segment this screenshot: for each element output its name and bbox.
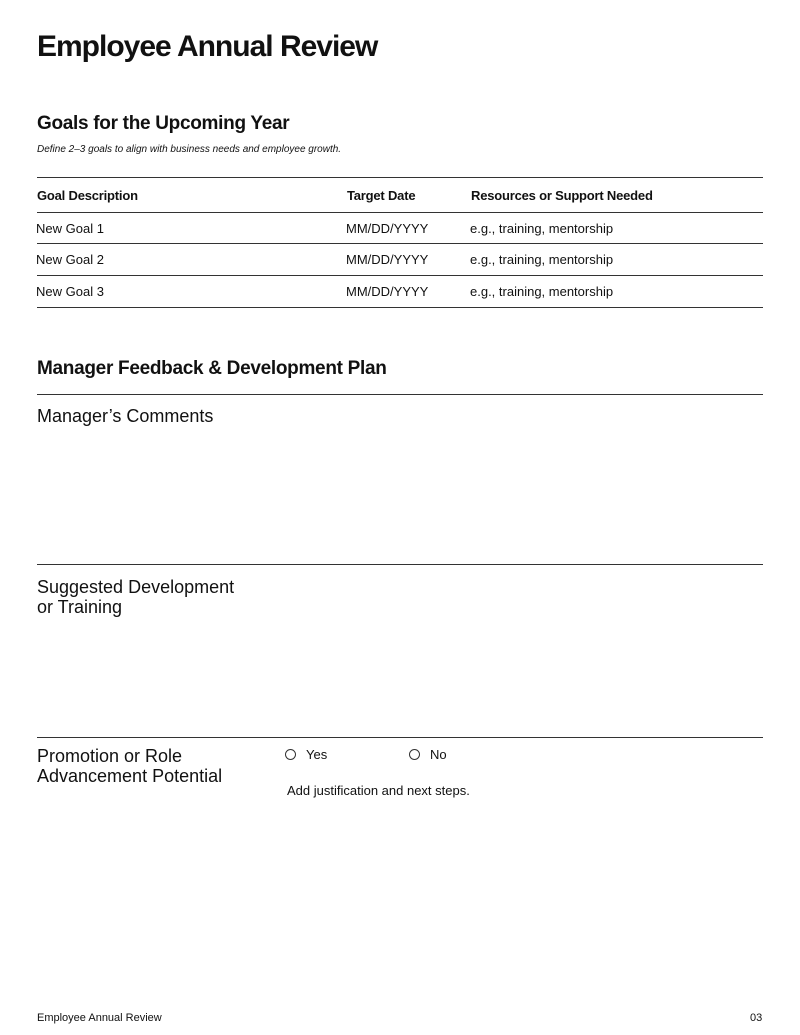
comments-bottom-rule — [37, 564, 763, 565]
promotion-label-line: Advancement Potential — [37, 766, 223, 786]
footer-title: Employee Annual Review — [37, 1012, 162, 1024]
promotion-label — [37, 746, 222, 786]
table-header-rule — [37, 212, 763, 213]
table-row-rule — [37, 243, 763, 244]
resources-cell[interactable]: e.g., training, mentorship — [470, 284, 614, 299]
goals-note: Define 2–3 goals to align with business needs and employee growth. — [37, 144, 342, 155]
goal-cell[interactable]: New Goal 2 — [36, 252, 104, 267]
development-label-line: Suggested Development — [37, 577, 235, 597]
development-label — [37, 577, 234, 617]
radio-option-yes[interactable] — [285, 747, 327, 762]
radio-circle-icon[interactable] — [285, 749, 296, 760]
column-header-resources: Resources or Support Needed — [471, 188, 653, 203]
date-cell[interactable]: MM/DD/YYYY — [346, 221, 429, 236]
date-cell[interactable]: MM/DD/YYYY — [346, 252, 429, 267]
radio-label-no: No — [430, 747, 447, 762]
resources-cell[interactable]: e.g., training, mentorship — [470, 252, 614, 267]
development-bottom-rule — [37, 737, 763, 738]
radio-option-no[interactable] — [409, 747, 447, 762]
goal-cell[interactable]: New Goal 1 — [36, 221, 104, 236]
goals-heading: Goals for the Upcoming Year — [37, 113, 290, 134]
column-header-goal: Goal Description — [37, 188, 138, 203]
justification-field[interactable]: Add justification and next steps. — [287, 783, 470, 798]
column-header-date: Target Date — [347, 188, 416, 203]
resources-cell[interactable]: e.g., training, mentorship — [470, 221, 614, 236]
table-bottom-rule — [37, 307, 763, 308]
page-title: Employee Annual Review — [37, 30, 378, 63]
radio-circle-icon[interactable] — [409, 749, 420, 760]
table-row-rule — [37, 275, 763, 276]
comments-label: Manager’s Comments — [37, 406, 214, 426]
development-label-line: or Training — [37, 597, 123, 617]
date-cell[interactable]: MM/DD/YYYY — [346, 284, 429, 299]
feedback-top-rule — [37, 394, 763, 395]
radio-label-yes: Yes — [306, 747, 328, 762]
promotion-label-line: Promotion or Role — [37, 746, 183, 766]
feedback-heading: Manager Feedback & Development Plan — [37, 358, 387, 379]
goal-cell[interactable]: New Goal 3 — [36, 284, 104, 299]
table-top-rule — [37, 177, 763, 178]
page-number: 03 — [750, 1012, 763, 1024]
